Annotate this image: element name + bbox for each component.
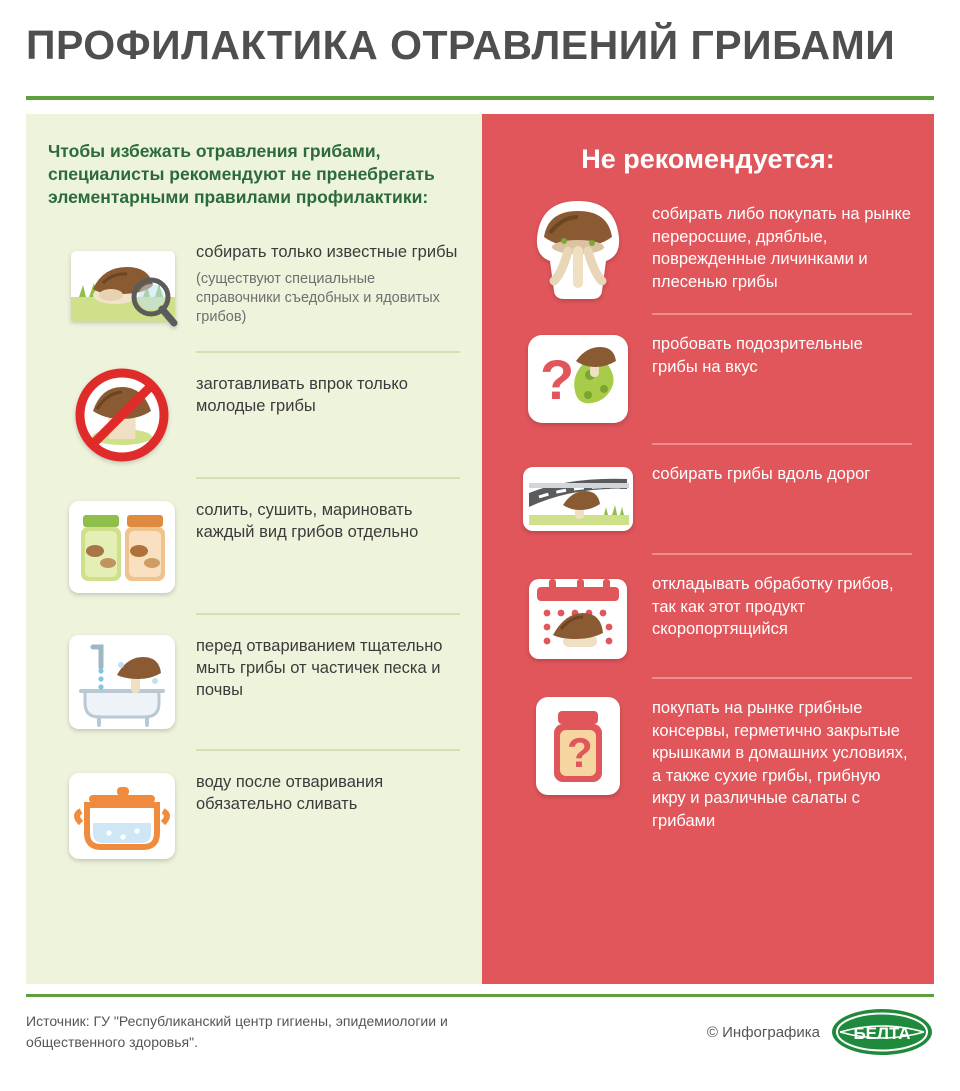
list-item-label: заготавливать впрок только молодые грибы [196, 375, 408, 415]
list-item-text-cell [652, 193, 912, 293]
list-item-label: откладывать обработку грибов, так как этот продукт скоропортящийся [652, 575, 894, 638]
question-jar-icon [504, 687, 652, 803]
list-item-label: собирать только известные грибы [196, 243, 458, 261]
page-title: ПРОФИЛАКТИКА ОТРАВЛЕНИЙ ГРИБАМИ [26, 22, 896, 68]
list-item [504, 453, 912, 545]
list-item-text-cell [196, 761, 460, 815]
calendar-mushroom-icon [504, 563, 652, 669]
list-item [504, 193, 912, 305]
list-item-label: перед отвариванием тщательно мыть грибы от частичек песка и почвы [196, 637, 443, 699]
credit-block [707, 1007, 934, 1057]
list-item-text-cell [196, 625, 460, 701]
list-divider [196, 749, 460, 751]
credit-text: © Инфографика [706, 1023, 820, 1041]
cooking-pot-icon [48, 761, 196, 869]
list-item-label: собирать грибы вдоль дорог [652, 465, 871, 483]
list-item [504, 563, 912, 669]
list-item [504, 323, 912, 435]
question-mushroom-icon [504, 323, 652, 435]
mushrooms-magnifier-icon [48, 231, 196, 341]
belta-logo [830, 1007, 934, 1057]
bathtub-washing-mushroom-icon [48, 625, 196, 739]
list-item-text-cell [196, 363, 460, 417]
list-item-label: воду после отваривания обязательно сливать [196, 773, 384, 813]
list-item-text-cell [196, 231, 460, 327]
list-item-text-cell [652, 563, 912, 641]
svg-text:БЕЛТА: БЕЛТА [853, 1024, 911, 1043]
list-item-text-cell [652, 687, 912, 832]
list-item-label: собирать либо покупать на рынке переросшие, дряблые, поврежденные личинками и плесенью грибы [652, 205, 911, 291]
list-divider [652, 677, 912, 679]
list-item-text-cell [652, 323, 912, 378]
footer-divider [26, 994, 934, 997]
right-column-title: Не рекомендуется: [581, 144, 835, 174]
list-item [504, 687, 912, 832]
poster-footer [26, 1007, 934, 1057]
old-mushroom-prohibited-icon [48, 363, 196, 467]
roadside-mushroom-icon [504, 453, 652, 545]
list-item [48, 761, 460, 869]
content-columns [26, 114, 934, 984]
list-item-text-cell [652, 453, 912, 486]
source-note: Источник: ГУ "Республиканский центр гигиены, эпидемиологии и общественного здоровья". [26, 1013, 448, 1050]
overgrown-mushroom-icon [504, 193, 652, 305]
poster-header [0, 0, 960, 82]
list-divider [652, 313, 912, 315]
two-jars-icon [48, 489, 196, 603]
left-intro-text: Чтобы избежать отравления грибами, специалисты рекомендуют не пренебрегать элементарными правилами профилактики: [48, 141, 435, 207]
list-divider [652, 553, 912, 555]
not-recommended-column [482, 114, 934, 984]
list-item-label: пробовать подозрительные грибы на вкус [652, 335, 863, 376]
list-item-text-cell [196, 489, 460, 543]
list-item [48, 231, 460, 341]
recommended-column [26, 114, 482, 984]
list-item [48, 625, 460, 739]
list-item [48, 489, 460, 603]
list-divider [196, 477, 460, 479]
list-item-label: солить, сушить, мариновать каждый вид грибов отдельно [196, 501, 419, 541]
list-item-label: покупать на рынке грибные консервы, герметично закрытые крышками в домашних условиях, а также сухие грибы, грибную икру и различные салаты с грибами [652, 699, 908, 830]
list-divider [196, 351, 460, 353]
header-divider [26, 96, 934, 100]
list-item-sublabel: (существуют специальные справочники съедобных и ядовитых грибов) [196, 271, 440, 325]
svg-text:?: ? [540, 348, 575, 411]
list-item [48, 363, 460, 467]
svg-text:?: ? [567, 729, 593, 776]
list-divider [196, 613, 460, 615]
list-divider [652, 443, 912, 445]
